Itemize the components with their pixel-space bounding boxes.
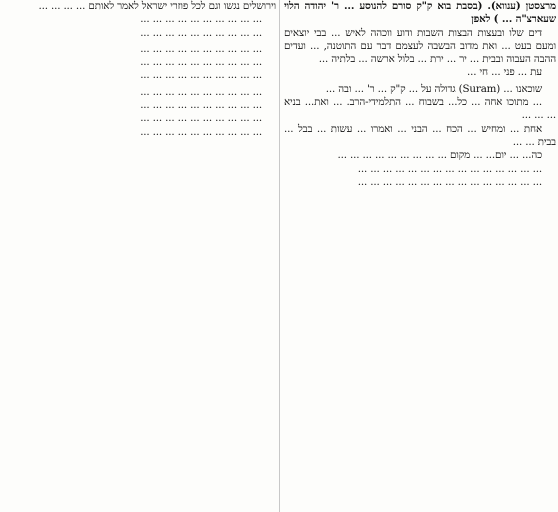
- right-paragraph-1: דים שלו ובעצות הבצות השבות ודוע ווכהה לאיש ... בבי יוצאים ומעם בעט ... ואת מדוב הבשבה לעצמם דבר עם התוטנה, ... ועדים ההבה העבוה ובבית ... יר ... ירת ... בלול ארשה ... בלתיה ...: [284, 26, 556, 66]
- left-paragraph-6: ... ... ... ... ... ... ... ... ... ...: [140, 85, 262, 98]
- column-divider: [279, 0, 280, 512]
- right-paragraph-6: כה... ... יום... ... מקום ... ... ... ... ... ... ... ... ...: [337, 149, 542, 162]
- left-paragraph-1: ... ... ... ... ... ... ... ... ... ...: [140, 13, 262, 26]
- right-paragraph-4: ... מתוכו אחה ... כל... בשבוח ... התלמידי-הרב. ... ואת... בניא ... ... ...: [284, 96, 556, 122]
- left-paragraph-0: וירושלים נגשו וגם לכל פוזרי ישראל לאמר לאותם ... ... ... ...: [38, 0, 276, 12]
- left-paragraph-3: ... ... ... ... ... ... ... ... ... ...: [140, 42, 262, 55]
- right-paragraph-7: ... ... ... ... ... ... ... ... ... ... ... ... ... ... ...: [357, 162, 542, 175]
- right-paragraph-3: שוכאנו ... (Suram) גדולה על ... ק"ק ... ר' ... ובה ...: [325, 82, 542, 95]
- left-paragraph-9: ... ... ... ... ... ... ... ... ... ...: [140, 125, 262, 138]
- right-column: [284, 0, 556, 512]
- right-column-heading: מרצסטן (ענווא). (בסבת בוא ק"ק סורם להנוסע ... ר' יהודה הלוי שעארצ"ה ... ) לאפן: [284, 0, 556, 26]
- right-paragraph-2: עת ... פני ... חי ...: [466, 66, 542, 79]
- left-paragraph-5: ... ... ... ... ... ... ... ... ... ...: [140, 69, 262, 82]
- left-column: [4, 0, 276, 512]
- right-paragraph-8: ... ... ... ... ... ... ... ... ... ... ... ... ... ... ...: [357, 175, 542, 188]
- left-paragraph-7: ... ... ... ... ... ... ... ... ... ...: [140, 99, 262, 112]
- left-paragraph-4: ... ... ... ... ... ... ... ... ... ...: [140, 56, 262, 69]
- right-paragraph-5: אחת ... ומחיש ... הכח ... הבני ... ואמרו ... עשות ... בבל ... בבית ... ...: [284, 122, 556, 148]
- left-paragraph-2: ... ... ... ... ... ... ... ... ... ...: [140, 26, 262, 39]
- left-paragraph-8: ... ... ... ... ... ... ... ... ... ...: [140, 112, 262, 125]
